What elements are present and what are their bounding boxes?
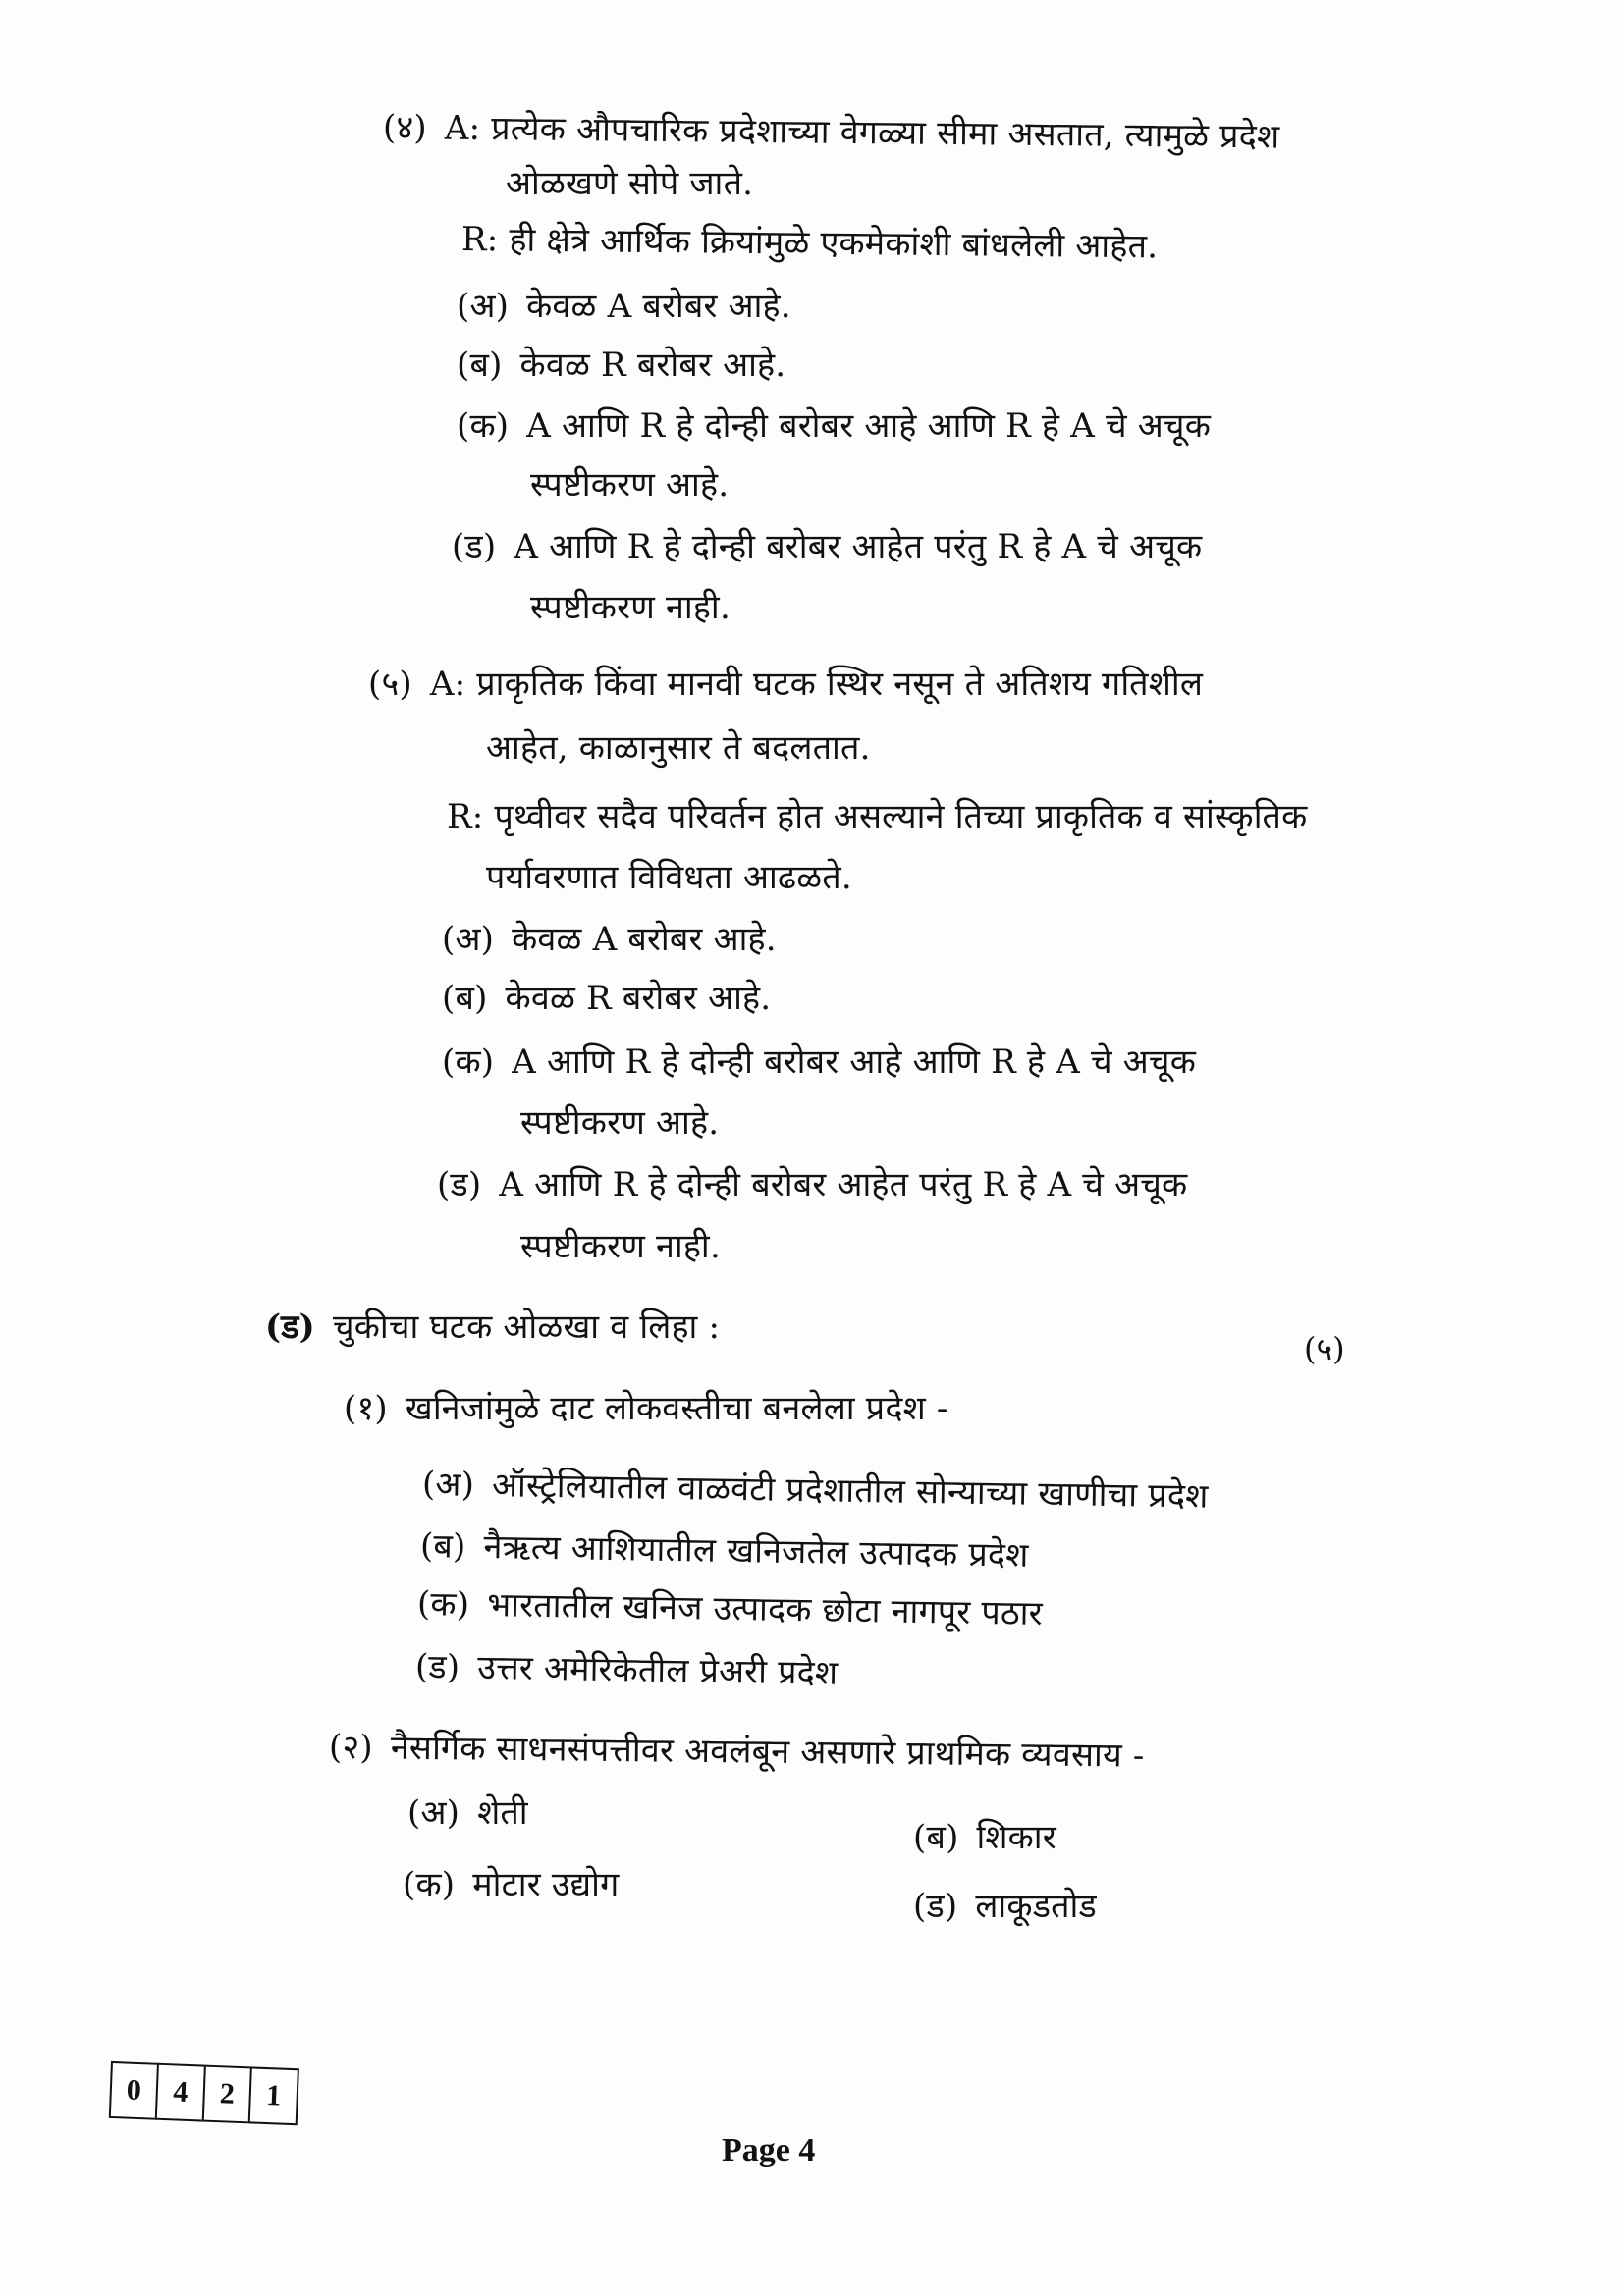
- option-label: (ब): [913, 1818, 959, 1857]
- option-label: (ड): [452, 527, 497, 566]
- option-label: (अ): [407, 1793, 460, 1833]
- section-d-heading: [265, 1306, 720, 1349]
- q4-number: (४): [382, 108, 428, 148]
- q5-reason-continued: पर्यावरणात विविधता आढळते.: [486, 858, 852, 897]
- option-text: शेती: [477, 1793, 528, 1833]
- section-d-marks: (५): [1304, 1330, 1345, 1367]
- option-label: (अ): [457, 287, 510, 326]
- option-label: (अ): [442, 920, 495, 959]
- d-q2-option-a: [407, 1791, 528, 1835]
- d-q2: [329, 1726, 1145, 1778]
- option-text: A आणि R हे दोन्ही बरोबर आहे आणि R हे A चे अचूक: [512, 1042, 1197, 1082]
- option-text: केवळ R बरोबर आहे.: [519, 346, 786, 385]
- q4-option-d-continued: स्पष्टीकरण नाही.: [530, 588, 731, 627]
- option-text: लाकूडतोड: [975, 1887, 1097, 1926]
- q4-option-b: [457, 344, 785, 387]
- option-text: नैऋत्य आशियातील खनिजतेल उत्पादक प्रदेश: [483, 1527, 1029, 1575]
- q5-assertion-continued: आहेत, काळानुसार ते बदलतात.: [486, 728, 871, 768]
- option-label: (अ): [421, 1465, 475, 1505]
- q4-option-a: [457, 285, 791, 328]
- option-text: मोटार उद्योग: [472, 1865, 620, 1904]
- d-q1: [344, 1387, 948, 1430]
- option-label: (क): [442, 1042, 495, 1082]
- option-text: A आणि R हे दोन्ही बरोबर आहेत परंतु R हे A चे अचूक: [499, 1165, 1188, 1204]
- option-label: (क): [457, 406, 510, 446]
- q5-option-d: [437, 1163, 1187, 1206]
- d-q1-option-a: [422, 1463, 1209, 1519]
- q5-option-b: [442, 977, 771, 1020]
- q4-assertion-line: [383, 106, 1280, 159]
- q5-option-d-continued: स्पष्टीकरण नाही.: [520, 1227, 721, 1266]
- page-number: Page 4: [722, 2132, 816, 2168]
- option-label: (क): [416, 1584, 470, 1625]
- option-label: (ड): [437, 1165, 482, 1204]
- q4-assertion: A: प्रत्येक औपचारिक प्रदेशाच्या वेगळ्या सीमा असतात, त्यामुळे प्रदेश: [444, 108, 1280, 157]
- q5-assertion: A: प्राकृतिक किंवा मानवी घटक स्थिर नसून ते अतिशय गतिशील: [429, 665, 1204, 704]
- option-text: भारतातील खनिज उत्पादक छोटा नागपूर पठार: [486, 1585, 1044, 1634]
- d-q2-option-c: [403, 1863, 619, 1906]
- code-digit: 1: [248, 2066, 299, 2125]
- option-text: ऑस्ट्रेलियातील वाळवंटी प्रदेशातील सोन्याच्या खाणीचा प्रदेश: [491, 1466, 1209, 1517]
- section-d-label: (ड): [265, 1308, 315, 1347]
- question-number: (२): [328, 1728, 374, 1768]
- option-text: उत्तर अमेरिकेतील प्रेअरी प्रदेश: [477, 1647, 839, 1693]
- d-q1-option-b: [420, 1524, 1029, 1577]
- question-text: खनिजांमुळे दाट लोकवस्तीचा बनलेला प्रदेश -: [405, 1389, 948, 1428]
- option-text: A आणि R हे दोन्ही बरोबर आहे आणि R हे A चे अचूक: [526, 406, 1212, 446]
- q4-option-c: [457, 404, 1211, 448]
- code-digit: 2: [201, 2065, 252, 2124]
- option-text: केवळ A बरोबर आहे.: [526, 287, 791, 326]
- d-q2-option-b: [913, 1816, 1056, 1859]
- option-label: (ड): [414, 1647, 460, 1687]
- question-text: नैसर्गिक साधनसंपत्तीवर अवलंबून असणारे प्राथमिक व्यवसाय -: [390, 1728, 1145, 1776]
- option-label: (क): [403, 1865, 456, 1904]
- q5-reason: R: पृथ्वीवर सदैव परिवर्तन होत असल्याने तिच्या प्राकृतिक व सांस्कृतिक: [447, 797, 1308, 836]
- paper-code-boxes: [111, 2061, 299, 2125]
- q4-assertion-continued: ओळखणे सोपे जाते.: [506, 164, 754, 203]
- d-q1-option-c: [417, 1582, 1044, 1635]
- code-digit: 4: [155, 2063, 206, 2122]
- option-text: शिकार: [976, 1818, 1056, 1857]
- question-number: (१): [344, 1389, 388, 1428]
- option-label: (ड): [913, 1887, 958, 1926]
- q5-assertion-line: [368, 663, 1203, 706]
- q4-option-d: [452, 525, 1202, 568]
- q5-option-c-continued: स्पष्टीकरण आहे.: [520, 1103, 720, 1143]
- q5-number: (५): [368, 665, 412, 704]
- option-text: A आणि R हे दोन्ही बरोबर आहेत परंतु R हे A चे अचूक: [514, 527, 1203, 566]
- d-q1-option-d: [415, 1645, 839, 1695]
- option-text: केवळ R बरोबर आहे.: [505, 979, 772, 1018]
- section-d-title: चुकीचा घटक ओळखा व लिहा :: [332, 1308, 721, 1347]
- q4-option-c-continued: स्पष्टीकरण आहे.: [530, 465, 730, 505]
- code-digit: 0: [108, 2061, 159, 2120]
- q5-option-c: [442, 1041, 1196, 1084]
- option-label: (ब): [442, 979, 488, 1018]
- option-label: (ब): [457, 346, 503, 385]
- q4-reason: R: ही क्षेत्रे आर्थिक क्रियांमुळे एकमेकांशी बांधलेली आहेत.: [460, 220, 1159, 267]
- option-text: केवळ A बरोबर आहे.: [512, 920, 777, 959]
- d-q2-option-d: [913, 1885, 1097, 1928]
- option-label: (ब): [419, 1526, 466, 1567]
- q5-option-a: [442, 918, 777, 961]
